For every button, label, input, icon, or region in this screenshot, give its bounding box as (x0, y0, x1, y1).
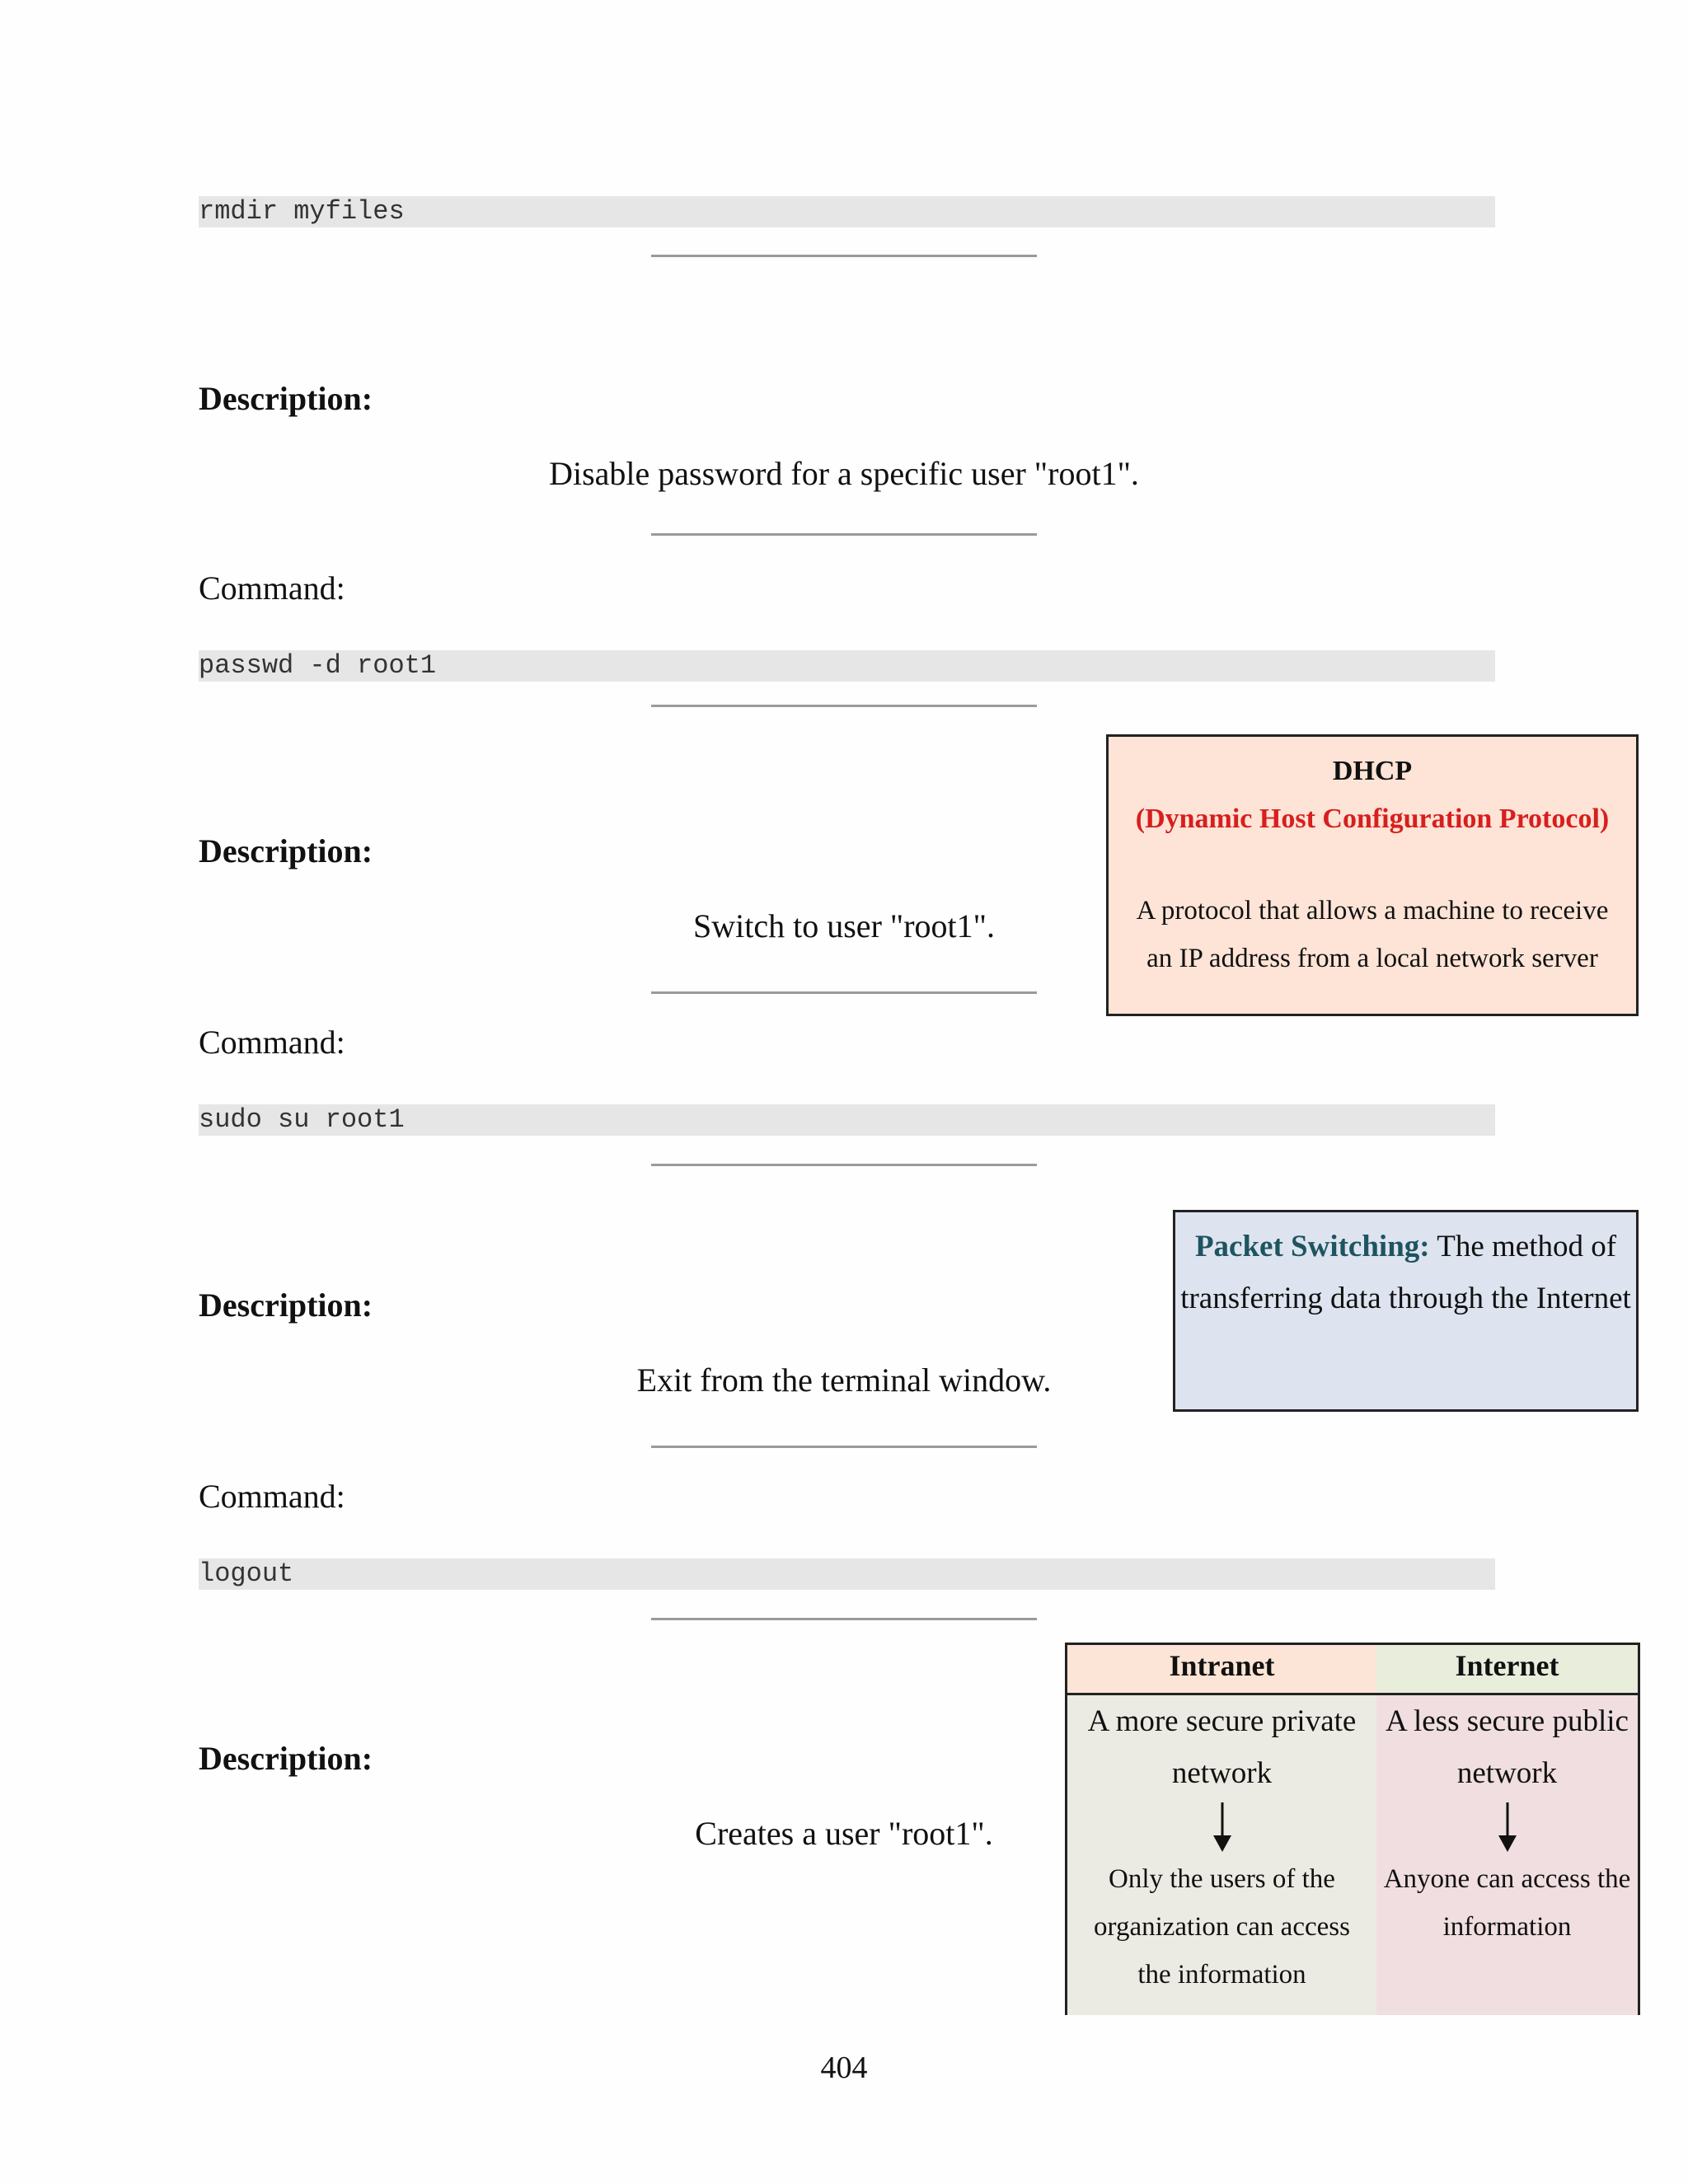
description-label: Description: (199, 380, 373, 417)
command-label: Command: (199, 569, 345, 607)
dhcp-title: DHCP (1332, 756, 1413, 786)
divider (651, 705, 1037, 707)
internet-column (1376, 1643, 1640, 2015)
intranet-summary: A more secure private network (1087, 1704, 1357, 1790)
description-label: Description: (199, 1740, 373, 1777)
page-number: 404 (820, 2050, 868, 2085)
command-code: logout (199, 1558, 1495, 1590)
command-code: sudo su root1 (199, 1104, 1495, 1136)
down-arrow-icon (1067, 1799, 1376, 1855)
packet-switching-term: Packet Switching: (1194, 1230, 1430, 1263)
intranet-column (1065, 1643, 1379, 2015)
intranet-header: Intranet (1067, 1643, 1376, 1695)
divider (651, 533, 1037, 536)
command-label: Command: (199, 1478, 345, 1515)
internet-header: Internet (1376, 1643, 1638, 1695)
packet-switching-definition: The method of transferring data through the Internet (1180, 1230, 1631, 1315)
description-text: Creates a user "root1". (695, 1815, 993, 1852)
divider (651, 1618, 1037, 1620)
dhcp-definition: A protocol that allows a machine to receive an IP address from a local network server (1136, 896, 1609, 973)
divider (651, 1164, 1037, 1166)
description-text: Disable password for a specific user "root1". (549, 455, 1139, 492)
intranet-detail: Only the users of the organization can access the information (1094, 1864, 1350, 1990)
divider (651, 1446, 1037, 1448)
description-text: Exit from the terminal window. (636, 1361, 1052, 1399)
divider (651, 255, 1037, 257)
command-label: Command: (199, 1024, 345, 1061)
dhcp-expansion: (Dynamic Host Configuration Protocol) (1135, 804, 1610, 834)
internet-detail: Anyone can access the information (1383, 1864, 1631, 1942)
packet-switching-callout (1173, 1210, 1639, 1412)
description-label: Description: (199, 832, 373, 869)
dhcp-callout (1106, 734, 1639, 1016)
down-arrow-icon (1376, 1799, 1638, 1855)
divider (651, 991, 1037, 994)
description-label: Description: (199, 1286, 373, 1324)
internet-summary: A less secure public network (1386, 1704, 1629, 1790)
command-code: rmdir myfiles (199, 196, 1495, 227)
command-code: passwd -d root1 (199, 650, 1495, 682)
description-text: Switch to user "root1". (693, 907, 995, 944)
intranet-internet-comparison (1065, 1643, 1640, 2015)
